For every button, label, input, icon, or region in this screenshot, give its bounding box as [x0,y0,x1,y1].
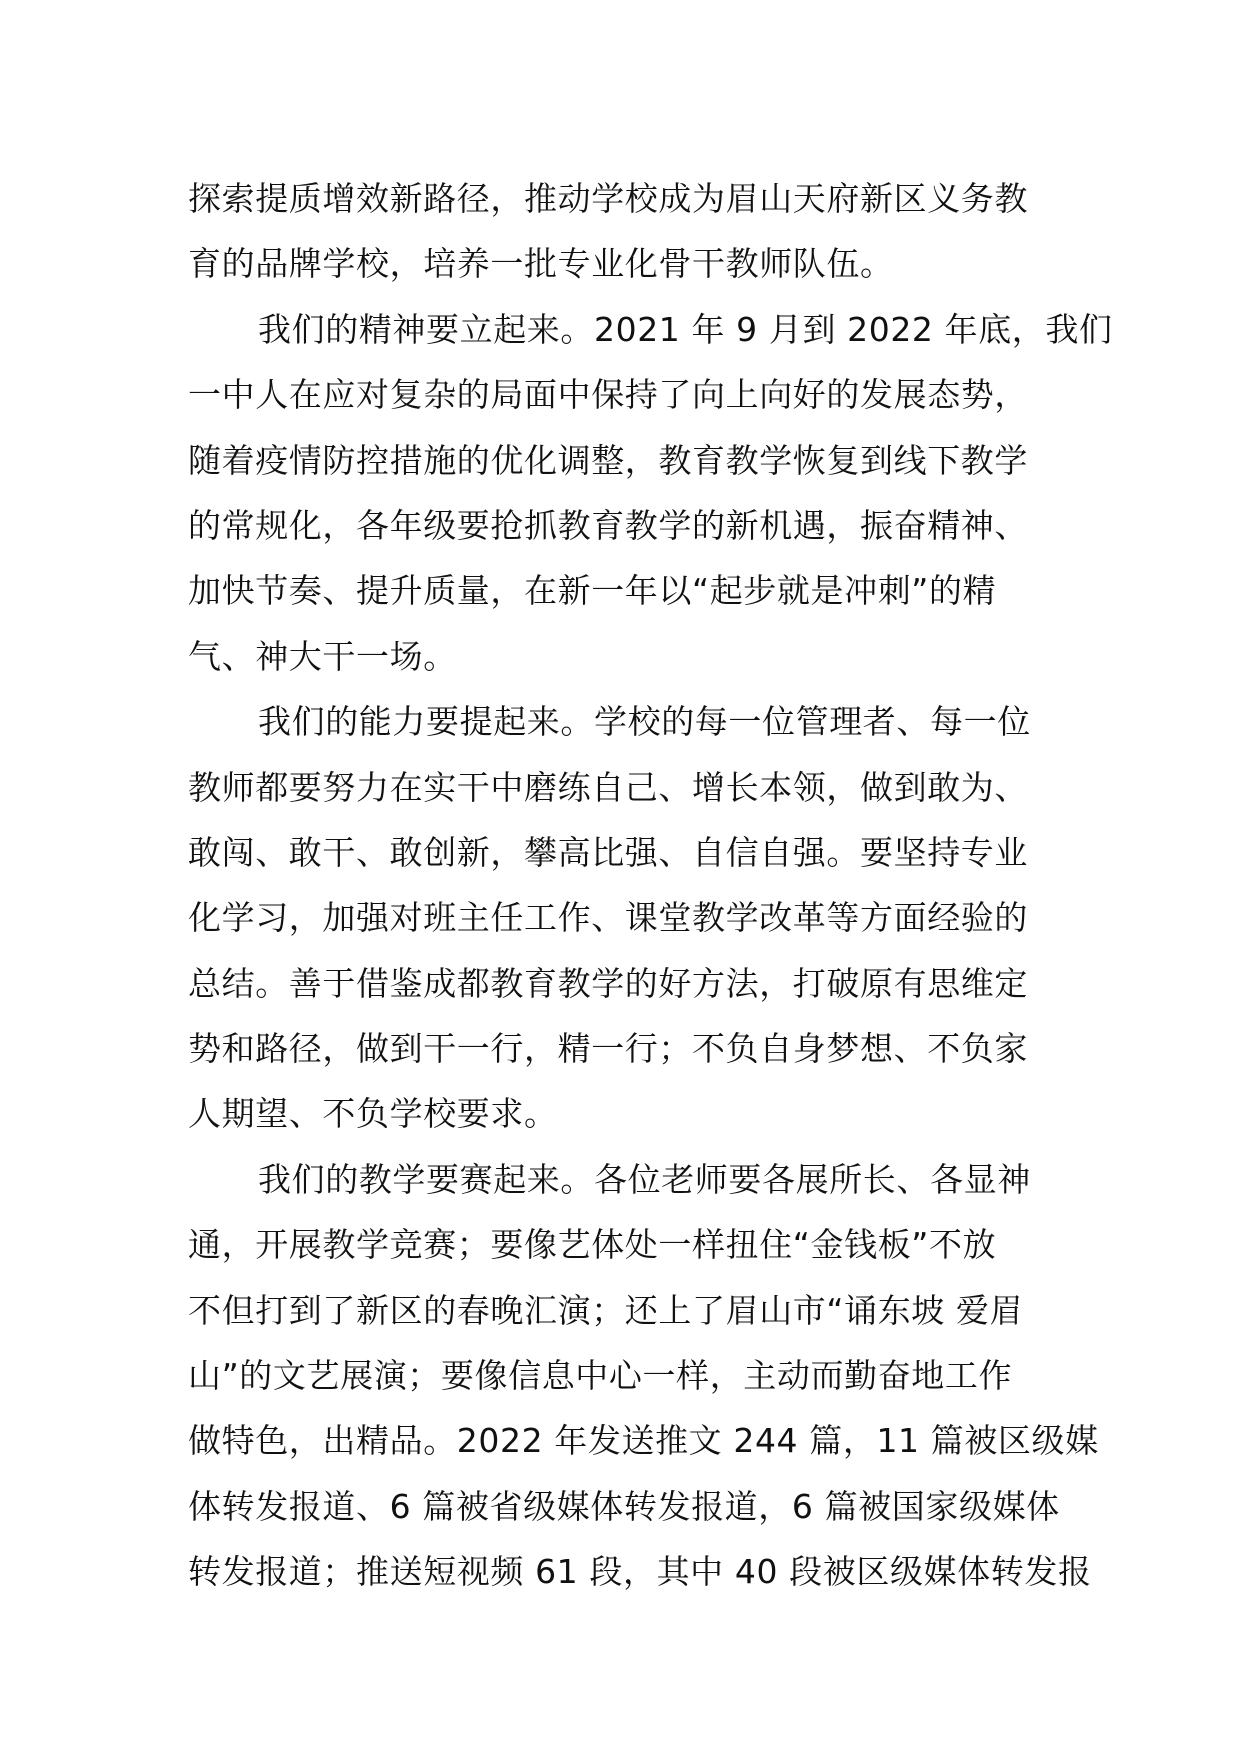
text-line: 一中人在应对复杂的局面中保持了向上向好的发展态势， [188,375,1028,415]
text-line: 通，开展教学竞赛；要像艺体处一样扭住“金钱板”不放 [188,1225,997,1265]
paragraph-first-line: 我们的能力要提起来。学校的每一位管理者、每一位 [258,702,1031,742]
text-line: 山”的文艺展演；要像信息中心一样，主动而勤奋地工作 [188,1356,1013,1396]
text-line: 转发报道；推送短视频 61 段，其中 40 段被区级媒体转发报 [188,1552,1092,1592]
body-text [188,166,1113,1605]
text-line: 化学习，加强对班主任工作、课堂教学改革等方面经验的 [188,898,1028,938]
text-line: 的常规化，各年级要抢抓教育教学的新机遇，振奋精神、 [188,505,1028,545]
text-line: 总结。善于借鉴成都教育教学的好方法，打破原有思维定 [188,963,1028,1003]
text-line: 体转发报道、6 篇被省级媒体转发报道，6 篇被国家级媒体 [188,1486,1060,1526]
text-line: 势和路径，做到干一行，精一行；不负自身梦想、不负家 [188,1029,1028,1069]
text-line: 不但打到了新区的春晚汇演；还上了眉山市“诵东坡 爱眉 [188,1290,1024,1330]
text-line: 随着疫情防控措施的优化调整，教育教学恢复到线下教学 [188,440,1028,480]
text-line: 探索提质增效新路径，推动学校成为眉山天府新区义务教 [188,179,1028,218]
text-line: 敢闯、敢干、敢创新，攀高比强、自信自强。要坚持专业 [188,832,1028,872]
text-line: 育的品牌学校，培养一批专业化骨干教师队伍。 [188,244,894,284]
text-line: 加快节奏、提升质量，在新一年以“起步就是冲刺”的精 [188,571,997,611]
text-line: 做特色，出精品。2022 年发送推文 244 篇，11 篇被区级媒 [188,1421,1099,1461]
text-line: 气、神大干一场。 [188,636,457,676]
text-line: 教师都要努力在实干中磨练自己、增长本领，做到敢为、 [188,767,1028,807]
paragraph-first-line: 我们的精神要立起来。2021 年 9 月到 2022 年底，我们 [258,309,1113,349]
paragraph-first-line: 我们的教学要赛起来。各位老师要各展所长、各显神 [258,1159,1031,1199]
text-line: 人期望、不负学校要求。 [188,1094,558,1134]
